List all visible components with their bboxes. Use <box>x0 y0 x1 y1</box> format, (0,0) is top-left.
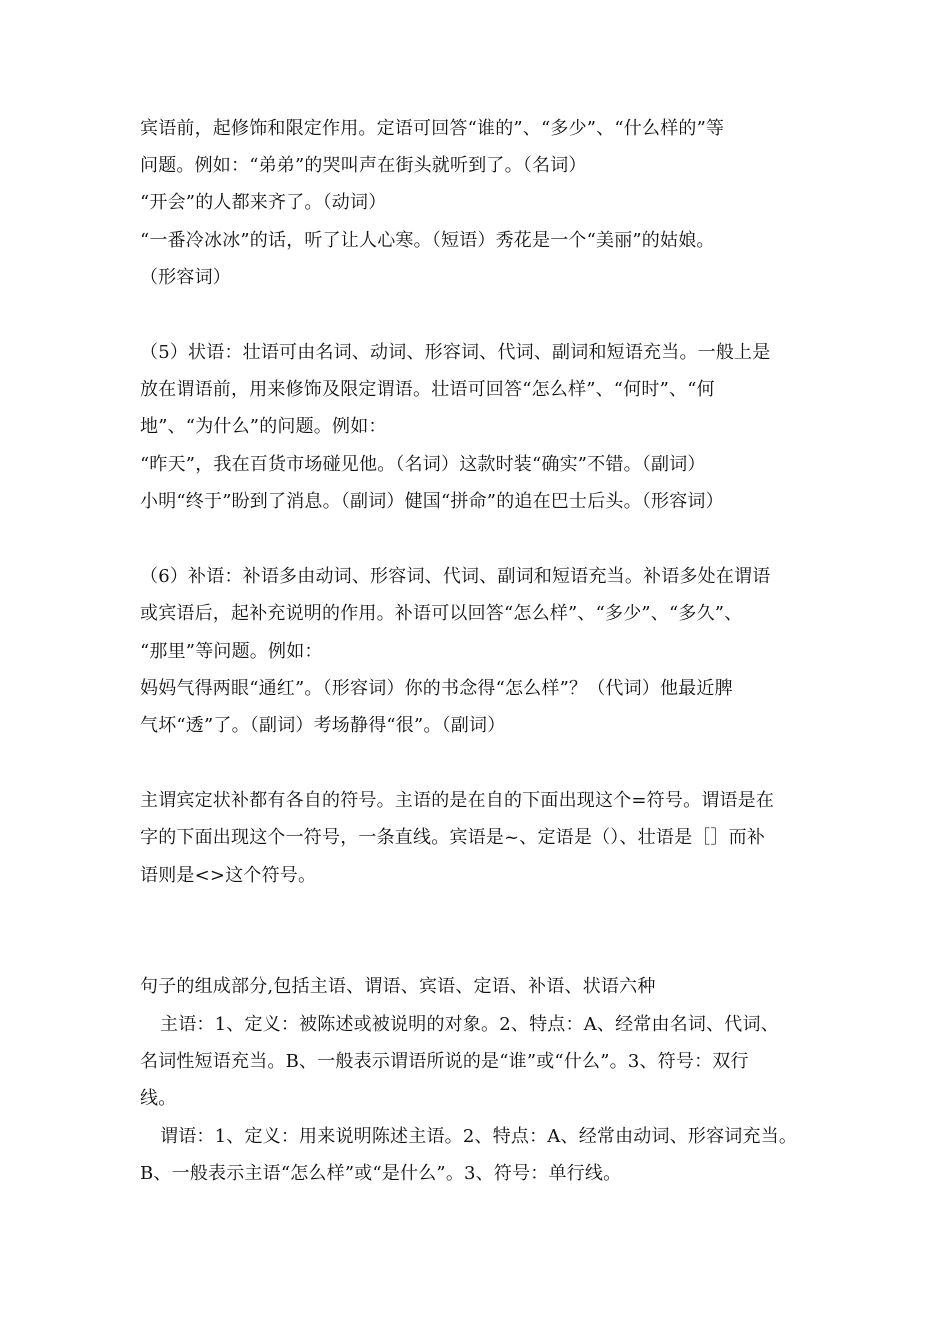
section-heading: 句子的组成部分,包括主语、谓语、宾语、定语、补语、状语六种 <box>140 976 656 997</box>
text-line: 语则是<>这个符号。 <box>140 865 317 886</box>
text-line: “昨天”，我在百货市场碰见他。（名词）这款时装“确实”不错。（副词） <box>140 454 706 475</box>
text-line: 宾语前，起修饰和限定作用。定语可回答“谁的”、“多少”、“什么样的”等 <box>140 118 725 139</box>
text-line: （形容词） <box>140 267 231 288</box>
text-line: “那里”等问题。例如： <box>140 641 323 662</box>
text-line: “一番冷冰冰”的话，听了让人心寒。（短语）秀花是一个“美丽”的姑娘。 <box>140 230 715 251</box>
text-line: （5）状语：壮语可由名词、动词、形容词、代词、副词和短语充当。一般上是 <box>140 342 771 363</box>
text-line: 谓语：1、定义：用来说明陈述主语。2、特点：A、经常由动词、形容词充当。 <box>160 1126 798 1147</box>
text-line: 地”、“为什么”的问题。例如： <box>140 416 387 437</box>
text-line: 放在谓语前，用来修饰及限定谓语。壮语可回答“怎么样”、“何时”、“何 <box>140 379 715 400</box>
text-line: 主谓宾定状补都有各自的符号。主语的是在自的下面出现这个=符号。谓语是在 <box>140 790 775 811</box>
text-line: “开会”的人都来齐了。（动词） <box>140 192 387 213</box>
text-line: （6）补语：补语多由动词、形容词、代词、副词和短语充当。补语多处在谓语 <box>140 566 771 587</box>
text-line: 线。 <box>140 1088 177 1109</box>
text-line: 小明“终于”盼到了消息。（副词）健国“拼命”的追在巴士后头。（形容词） <box>140 491 724 512</box>
text-line: 气坏“透”了。（副词）考场静得“很”。（副词） <box>140 715 506 736</box>
text-line: 字的下面出现这个一符号，一条直线。宾语是~、定语是（）、壮语是［］而补 <box>140 827 766 848</box>
text-line: 妈妈气得两眼“通红”。（形容词）你的书念得“怎么样”？（代词）他最近脾 <box>140 678 733 699</box>
text-line: 主语：1、定义：被陈述或被说明的对象。2、特点：A、经常由名词、代词、 <box>160 1014 779 1035</box>
text-line: 问题。例如：“弟弟”的哭叫声在街头就听到了。（名词） <box>140 155 587 176</box>
text-line: 或宾语后，起补充说明的作用。补语可以回答“怎么样”、“多少”、“多久”、 <box>140 603 743 624</box>
text-line: B、一般表示主语“怎么样”或“是什么”。3、符号：单行线。 <box>140 1163 622 1184</box>
text-line: 名词性短语充当。B、一般表示谓语所说的是“谁”或“什么”。3、符号：双行 <box>140 1051 749 1072</box>
